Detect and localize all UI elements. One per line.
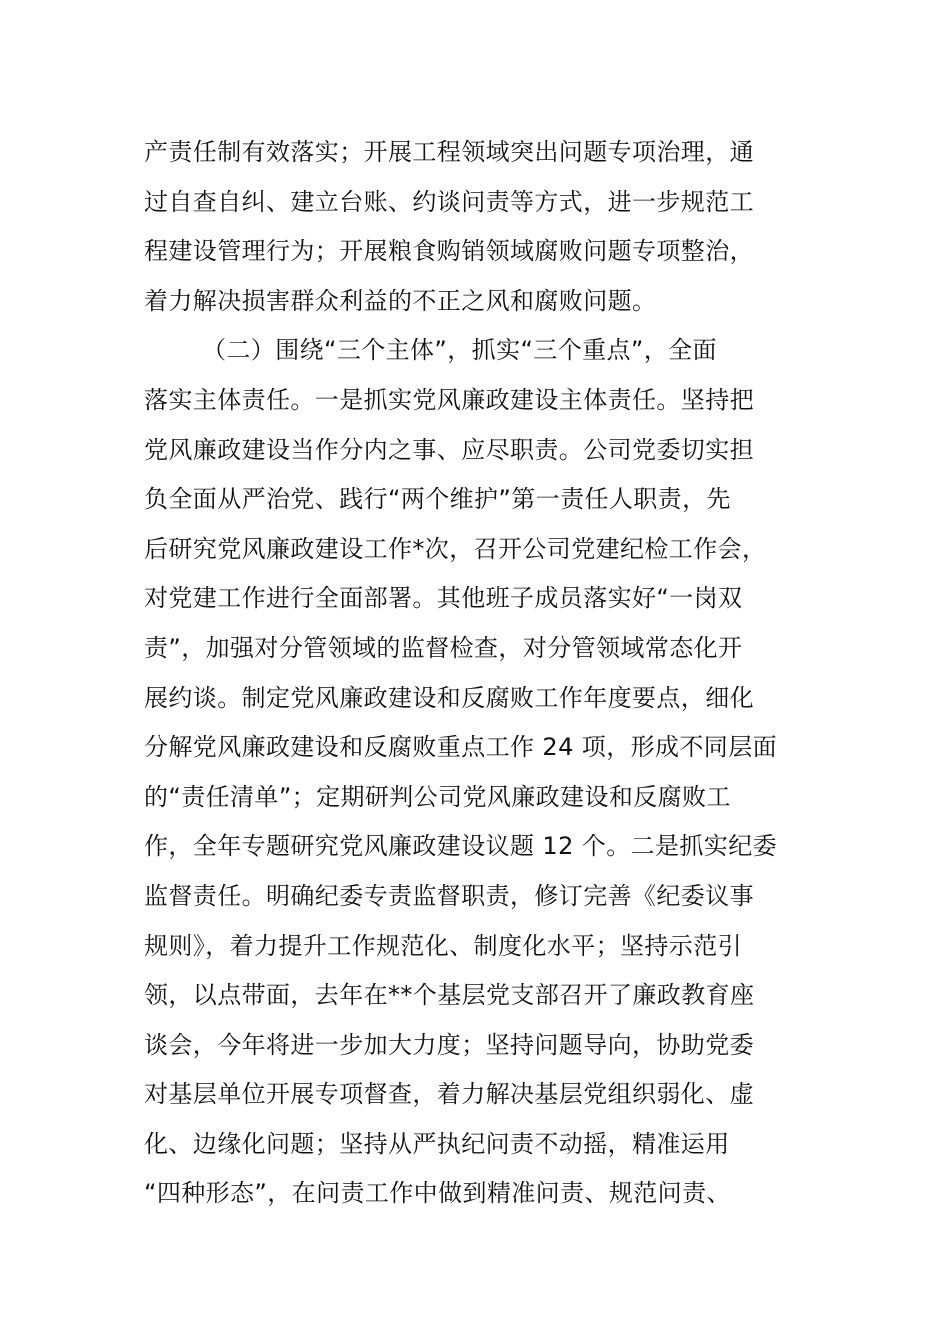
text-line: 责”，加强对分管领域的监督检查，对分管领域常态化开 <box>144 633 743 662</box>
text-line: 着力解决损害群众利益的不正之风和腐败问题。 <box>144 286 657 315</box>
text-line: 监督责任。明确纪委专责监督职责，修订完善《纪委议事 <box>144 881 754 910</box>
text-line: 的“责任清单”；定期研判公司党风廉政建设和反腐败工 <box>144 782 731 811</box>
body-text <box>144 128 808 1219</box>
text-line: 化、边缘化问题；坚持从严执纪问责不动摇，精准运用 <box>144 1129 730 1158</box>
text-line: 程建设管理行为；开展粮食购销领域腐败问题专项整治， <box>144 237 754 266</box>
text-line: “四种形态”，在问责工作中做到精准问责、规范问责、 <box>144 1179 731 1208</box>
section-heading-line: （二）围绕“三个主体”，抓实“三个重点”，全面 <box>202 336 717 365</box>
text-line: 对党建工作进行全面部署。其他班子成员落实好“一岗双 <box>144 584 743 613</box>
text-line: 对基层单位开展专项督查，着力解决基层党组织弱化、虚 <box>144 1080 754 1109</box>
text-line: 后研究党风廉政建设工作*次，召开公司党建纪检工作会， <box>144 534 767 563</box>
text-line: 规则》，着力提升工作规范化、制度化水平；坚持示范引 <box>144 931 742 960</box>
text-line: 负全面从严治党、践行“两个维护”第一责任人职责，先 <box>144 485 731 514</box>
text-line: 过自查自纠、建立台账、约谈问责等方式，进一步规范工 <box>144 187 754 216</box>
text-line: 作，全年专题研究党风廉政建设议题 12 个。二是抓实纪委 <box>144 832 777 861</box>
text-line: 展约谈。制定党风廉政建设和反腐败工作年度要点，细化 <box>144 683 754 712</box>
text-line: 谈会，今年将进一步加大力度；坚持问题导向，协助党委 <box>144 1030 754 1059</box>
text-line: 党风廉政建设当作分内之事、应尽职责。公司党委切实担 <box>144 435 754 464</box>
text-line: 落实主体责任。一是抓实党风廉政建设主体责任。坚持把 <box>144 385 754 414</box>
text-line: 分解党风廉政建设和反腐败重点工作 24 项，形成不同层面 <box>144 733 777 762</box>
text-line: 产责任制有效落实；开展工程领域突出问题专项治理，通 <box>144 138 754 166</box>
text-line: 领，以点带面，去年在**个基层党支部召开了廉政教育座 <box>144 981 755 1010</box>
